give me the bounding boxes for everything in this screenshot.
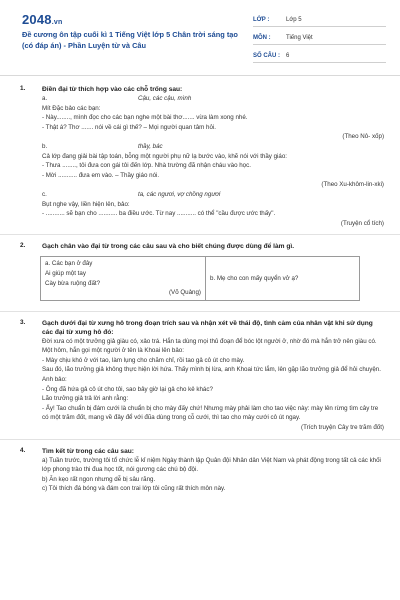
meta-value: Lớp 5 xyxy=(286,16,302,23)
document-body xyxy=(0,78,400,500)
text-line: - Mời ........... đưa em vào. – Thầy giáo nói. xyxy=(42,171,160,179)
meta-table xyxy=(253,13,386,67)
text-paragraph: Đời xưa có một trưởng giả giàu có, xảo trá. Hắn ta dùng mọi thủ đoạn để bóc lột người ở, nhờ đó mà hắn trở nên giàu có. Một hôm, hắn gọi một người ở tên là Khoai lên bảo: xyxy=(42,337,377,355)
text-paragraph: - Mày chịu khó ở với tao, làm lụng cho chăm chỉ, rồi tao gả cô út cho mày. xyxy=(42,356,245,364)
question-4 xyxy=(0,439,400,500)
part-hint: Cậu, các cậu, mình xyxy=(138,95,192,102)
question-1-body xyxy=(42,94,384,228)
text-line: Bụt nghe vậy, liền hiện lên, bảo: xyxy=(42,200,130,208)
table-cell-right: b. Mẹ cho con mấy quyển vở ạ? xyxy=(206,257,360,300)
question-number: 1. xyxy=(20,85,26,92)
meta-row-subject xyxy=(253,31,386,45)
text-paragraph: b) Ăn kẹo rất ngon nhưng dễ bị sâu răng. xyxy=(42,475,156,483)
part-hint: thầy, bác xyxy=(138,142,163,150)
source-citation: (Trích truyện Cây tre trăm đốt) xyxy=(301,424,384,432)
text-line: - Thật á? Thơ ....... nói về cái gì thế? – Mọi người quan tâm hỏi. xyxy=(42,123,217,131)
question-3 xyxy=(0,311,400,439)
question-title: Gạch dưới đại từ xưng hô trong đoạn trích sau và nhận xét về thái độ, tình cảm của nhân vật khi sử dụng các đại từ xưng hô đó: xyxy=(42,319,373,336)
text-line: - Thưa ........, tôi đưa con gái tôi đến lớp. Nhà trường đã nhận cháu vào học. xyxy=(42,162,251,170)
document-title: Đề cương ôn tập cuối kì 1 Tiếng Việt lớp 5 Chân trời sáng tạo (có đáp án) - Phần Luyện từ và Câu xyxy=(22,30,238,50)
text-paragraph: Sau đó, lão trưởng giả không thực hiện lời hứa. Thấy mình bị lừa, anh Khoai tức lắm, lên gặp lão trưởng giả để hỏi chuyện. Anh bảo: xyxy=(42,366,381,384)
part-c-header xyxy=(42,190,384,200)
question-number: 3. xyxy=(20,318,26,326)
logo-text: 2048 xyxy=(22,12,52,27)
text-paragraph: Lão trưởng giả trả lời anh rằng: xyxy=(42,395,129,403)
part-label: b. xyxy=(42,142,48,150)
meta-row-class xyxy=(253,13,386,27)
site-logo[interactable] xyxy=(22,12,62,27)
meta-key: MÔN : xyxy=(253,34,271,41)
text-paragraph: - Ông đã hứa gả cô út cho tôi, sao bây giờ lại gả cho kẻ khác? xyxy=(42,385,213,393)
source-citation: (Theo Nô- xốp) xyxy=(342,133,384,141)
text-paragraph: c) Tôi thích đá bóng và đám con trai lớp tôi cũng rất thích môn này. xyxy=(42,485,226,493)
logo-tld: .vn xyxy=(51,19,63,26)
question-2 xyxy=(0,234,400,310)
text-line: Ai giúp một tay xyxy=(45,269,86,277)
question-2-table xyxy=(40,256,360,300)
text-paragraph: - Ấy! Tao chuẩn bị đám cưới là chuẩn bị cho mày đấy chứ! Nhưng mày phải làm cho tao việc này: mày lên rừng tìm cây tre có một trăm đốt, mang về đây để với đũa dùng trong cỗ cưới, thì tao cho mày cưới cô út ngay. xyxy=(42,404,379,422)
meta-value: Tiếng Việt xyxy=(286,34,313,41)
document-header xyxy=(0,0,400,76)
table-row xyxy=(41,257,360,300)
meta-key: SỐ CÂU : xyxy=(253,52,280,59)
question-number: 4. xyxy=(20,446,26,454)
source-citation: (Truyện cổ tích) xyxy=(340,219,384,227)
text-line: Mít Đặc bảo các bạn: xyxy=(42,104,101,112)
part-b-header xyxy=(42,142,384,152)
text-line: - ........... sẽ bạn cho ........... ba điều ước. Từ nay ........... có thể "cầu được ước thấy". xyxy=(42,210,276,218)
part-hint: ta, các ngươi, vợ chồng ngươi xyxy=(138,190,221,198)
question-number: 2. xyxy=(20,242,26,250)
table-cell-left xyxy=(41,257,206,300)
question-1 xyxy=(0,78,400,234)
meta-value: 6 xyxy=(286,52,290,59)
text-line: a. Các bạn ở đây xyxy=(45,260,93,268)
question-3-body xyxy=(42,337,384,433)
source-citation: (Theo Xu-khôm-lin-xki) xyxy=(321,181,384,189)
part-label: a. xyxy=(42,95,48,102)
part-label: c. xyxy=(42,190,47,198)
question-4-body xyxy=(42,456,384,494)
question-title: Điền đại từ thích hợp vào các chỗ trống sau: xyxy=(42,86,183,93)
text-line: - Này........, mình đọc cho các bạn nghe một bài thơ....... vừa làm xong nhé. xyxy=(42,114,248,122)
source-citation: (Võ Quảng) xyxy=(169,289,201,297)
meta-row-count xyxy=(253,49,386,63)
part-a-header xyxy=(42,94,384,104)
text-line: Cả lớp đang giải bài tập toán, bỗng một người phụ nữ lạ bước vào, khẽ nói với thầy giáo: xyxy=(42,152,288,160)
text-paragraph: a) Tuần trước, trường tôi tổ chức lễ kỉ niệm Ngày thành lập Quân đội Nhân dân Việt Nam và phát động trong tất cả các khối lớp phong trào thi đua học tốt, nói gương các chú bộ đội. xyxy=(42,456,381,474)
question-title: Gạch chân vào đại từ trong các câu sau và cho biết chúng được dùng để làm gì. xyxy=(42,243,295,251)
text-line: Cày bừa ruộng đất? xyxy=(45,279,101,287)
meta-key: LỚP : xyxy=(253,16,270,23)
question-title: Tìm kết từ trong các câu sau: xyxy=(42,447,134,455)
